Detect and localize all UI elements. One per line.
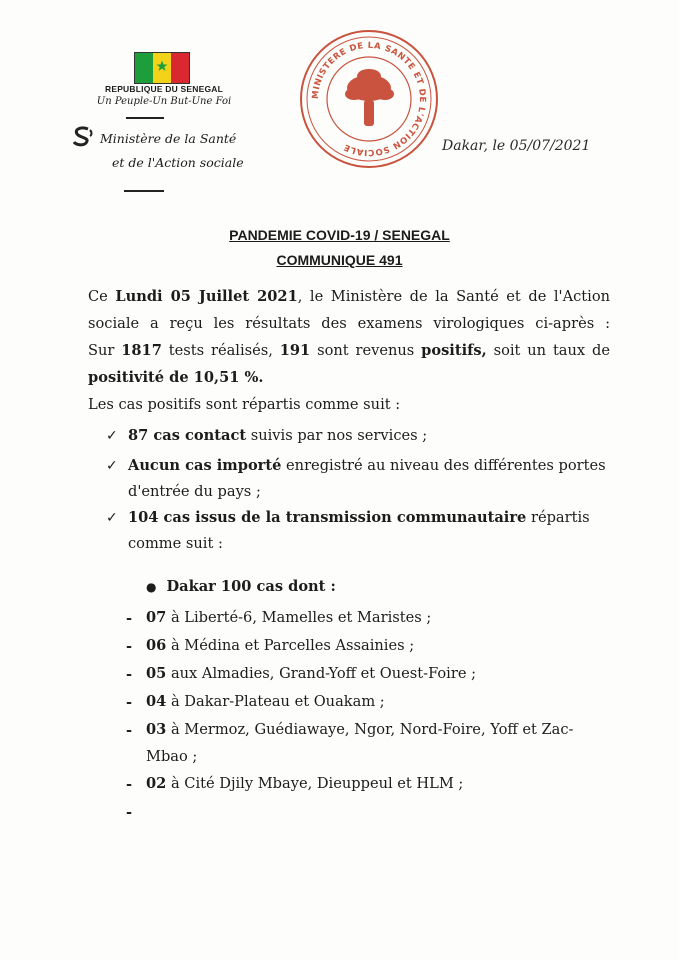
list-dash: - xyxy=(126,694,133,711)
list-dash: - xyxy=(126,638,133,655)
baobab-tree-icon xyxy=(345,69,394,126)
intro-line: Ce Lundi 05 Juillet 2021, le Ministère de la Santé et de l'Action xyxy=(88,288,610,305)
district-item: 02 à Cité Djily Mbaye, Dieuppeul et HLM ; xyxy=(146,775,464,792)
ministry-name-line1: Ministère de la Santé xyxy=(100,131,237,146)
district-item: 06 à Médina et Parcelles Assainies ; xyxy=(146,637,415,654)
list-dash: - xyxy=(126,610,133,627)
bullet-icon: ● xyxy=(146,580,157,594)
distribution-intro: Les cas positifs sont répartis comme suit : xyxy=(88,396,401,413)
national-motto: Un Peuple-Un But-Une Foi xyxy=(96,96,232,107)
document-page: REPUBLIQUE DU SENEGAL Un Peuple-Un But-Une Foi Ministère de la Santé et de l'Action sociale MINISTERE DE LA SANTE ET DE L'ACTION SOCIALE Dakar, le 05/07/2021 PANDEMIE COVID-19 / SENEGAL COMMUNIQUE 491 Ce Lundi 05 Juillet 2021, le Ministère de la Santé et de l'Action sociale a reçu les résultats des examens virologiques ci-après : Sur 1817 tests réalisés, 191 sont revenus positifs, soit un taux de positivité de 10,51 %. Les cas positifs sont répartis comme suit : ✓ 87 cas contact suivis par nos services ; ✓ Aucun cas importé enregistré au niveau des différentes portes d'entrée du pays ; ✓ 104 cas issus de la transmission communautaire répartis comme suit : ● Dakar 100 cas dont : - 07 à Liberté-6, Mamelles et Maristes ; - 06 à Médina et Parcelles Assainies ; - 05 aux Almadies, Grand-Yoff et Ouest-Foire ; - 04 à Dakar-Plateau et Ouakam ; - 03 à Mermoz, Guédiawaye, Ngor, Nord-Foire, Yoff et Zac- Mbao ; - 02 à Cité Djily Mbaye, Dieuppeul et HLM ; - xyxy=(0,0,679,960)
list-dash: - xyxy=(126,666,133,683)
ministry-name-line2: et de l'Action sociale xyxy=(112,155,244,170)
divider xyxy=(126,117,164,119)
intro-line: sociale a reçu les résultats des examens virologiques ci-après : xyxy=(88,315,610,332)
document-date: Dakar, le 05/07/2021 xyxy=(442,138,591,154)
list-dash: - xyxy=(126,804,133,821)
dakar-heading: ● Dakar 100 cas dont : xyxy=(146,578,336,595)
district-item: 03 à Mermoz, Guédiawaye, Ngor, Nord-Foire, Yoff et Zac- Mbao ; xyxy=(146,721,574,765)
check-icon: ✓ xyxy=(106,458,118,474)
republic-name: REPUBLIQUE DU SENEGAL xyxy=(104,84,224,94)
document-title: PANDEMIE COVID-19 / SENEGAL xyxy=(229,227,450,243)
senegal-flag xyxy=(134,52,190,84)
green-star-icon xyxy=(156,60,168,72)
list-dash: - xyxy=(126,722,133,739)
district-item: 04 à Dakar-Plateau et Ouakam ; xyxy=(146,693,385,710)
ministry-logo-icon xyxy=(70,126,96,148)
results-line: Sur 1817 tests réalisés, 191 sont revenus positifs, soit un taux de xyxy=(88,342,610,359)
district-item: 05 aux Almadies, Grand-Yoff et Ouest-Foire ; xyxy=(146,665,477,682)
check-icon: ✓ xyxy=(106,428,118,444)
district-item: 07 à Liberté-6, Mamelles et Maristes ; xyxy=(146,609,432,626)
list-dash: - xyxy=(126,776,133,793)
intro-paragraph xyxy=(88,283,610,418)
check-icon: ✓ xyxy=(106,510,118,526)
ministry-stamp xyxy=(298,28,440,170)
svg-text:MINISTERE DE LA SANTE ET DE L': MINISTERE DE LA SANTE ET DE L'ACTION SOCIALE xyxy=(310,40,428,158)
communique-number: COMMUNIQUE 491 xyxy=(276,252,403,268)
positivity-rate: positivité de 10,51 %. xyxy=(88,369,264,386)
divider xyxy=(124,190,164,192)
